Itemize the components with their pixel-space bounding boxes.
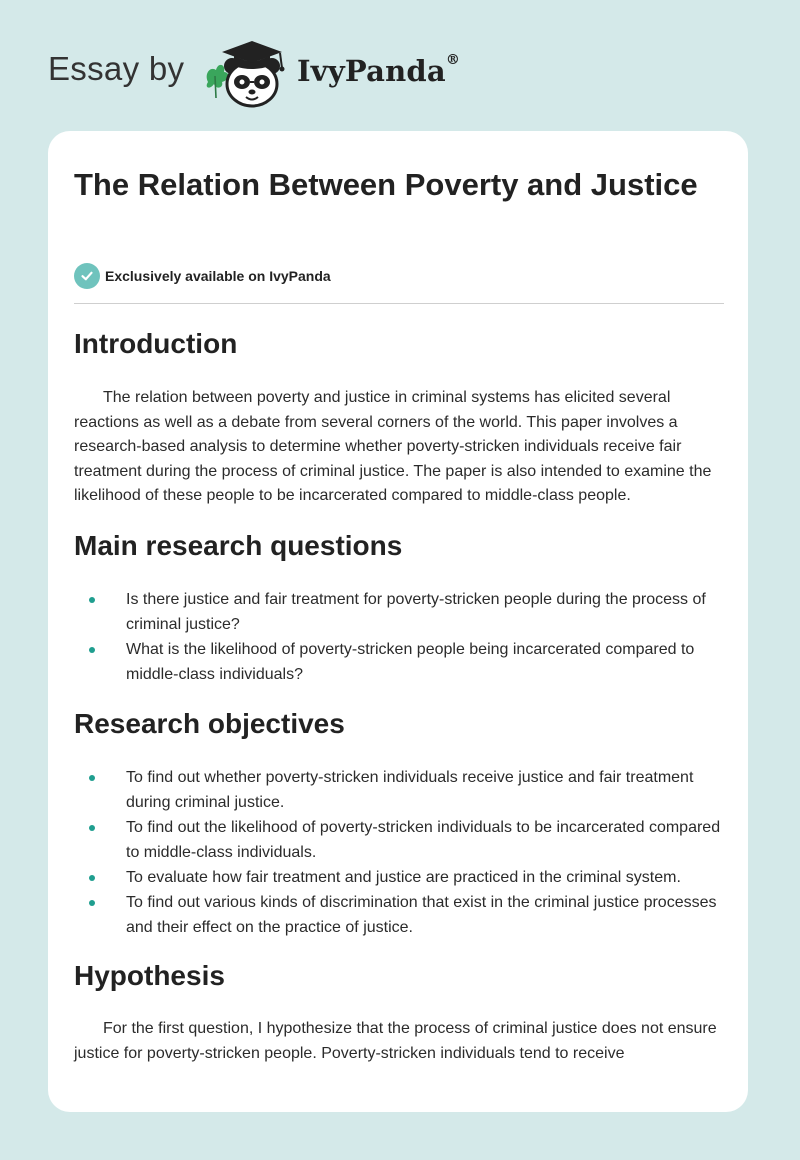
essay-by-label: Essay by [48,50,185,87]
questions-list [74,587,724,687]
list-item: To evaluate how fair treatment and justice are practiced in the criminal system. [74,865,724,890]
essay-card [48,131,748,1112]
hypothesis-paragraph: For the first question, I hypothesize that the process of criminal justice does not ensure justice for poverty-stricken people. Poverty-stricken individuals tend to receive [74,1020,717,1062]
bullet-icon [89,597,95,603]
page-title: The Relation Between Poverty and Justice [74,167,698,202]
list-item: Is there justice and fair treatment for poverty-stricken people during the process of criminal justice? [74,587,724,637]
brand-name[interactable]: IvyPanda® [297,52,461,88]
list-item: To find out the likelihood of poverty-stricken individuals to be incarcerated compared to middle-class individuals. [74,815,724,865]
bullet-icon [89,875,95,881]
exclusive-label: Exclusively available on IvyPanda [105,268,331,284]
list-item: To find out whether poverty-stricken individuals receive justice and fair treatment during criminal justice. [74,765,724,815]
panda-logo-icon [202,36,294,110]
heading-introduction: Introduction [74,328,238,359]
check-icon [74,263,100,289]
heading-hypothesis: Hypothesis [74,960,225,991]
bullet-icon [89,775,95,781]
divider [74,303,724,304]
introduction-paragraph: The relation between poverty and justice in criminal systems has elicited several reactions as well as a debate from several corners of the world. This paper involves a research-based analysis to determine whether poverty-stricken individuals receive fair treatment during the process of criminal justice. The paper is also intended to examine the likelihood of these people to be incarcerated compared to middle-class people. [74,389,712,504]
heading-questions: Main research questions [74,530,403,561]
heading-objectives: Research objectives [74,708,345,739]
site-header [0,0,800,130]
bullet-icon [89,647,95,653]
registered-mark: ® [445,52,461,68]
bullet-icon [89,825,95,831]
exclusive-badge [74,263,331,289]
list-item: To find out various kinds of discrimination that exist in the criminal justice processes and their effect on the practice of justice. [74,890,724,940]
bullet-icon [89,900,95,906]
list-item: What is the likelihood of poverty-stricken people being incarcerated compared to middle-class individuals? [74,637,724,687]
objectives-list [74,765,724,940]
